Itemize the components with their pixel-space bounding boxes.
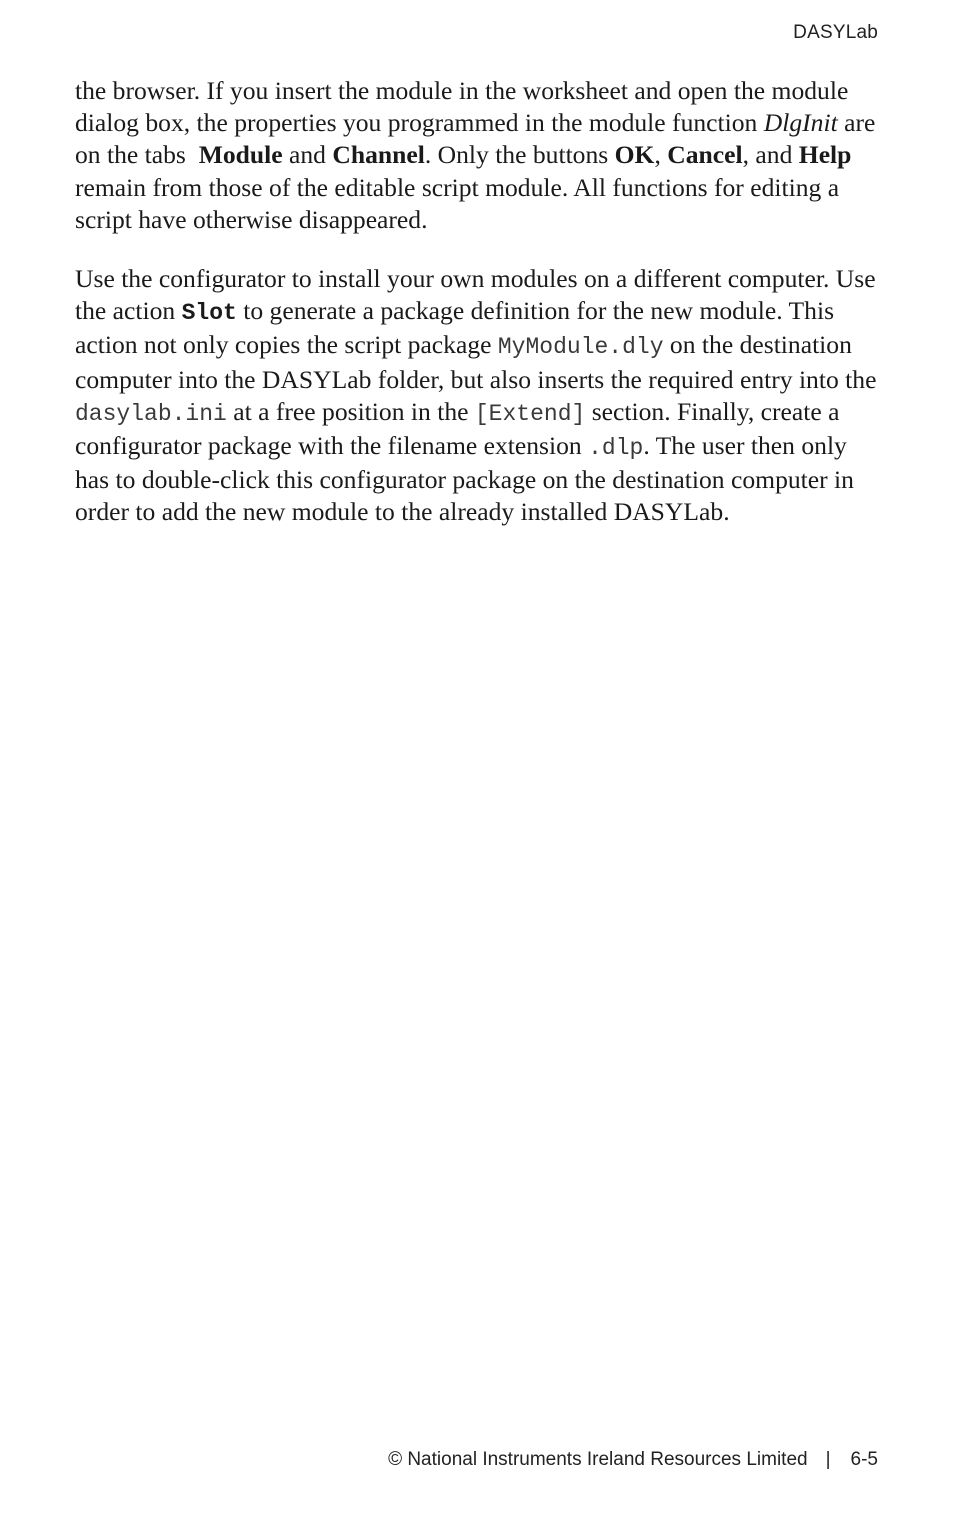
text-run: . The user then only has to double-click this configurator package on the destination computer in order to add the new module to the already installed DASYLab. <box>75 431 854 527</box>
ini-section-name: [Extend] <box>474 400 586 427</box>
text-run: are on the tabs <box>75 108 882 170</box>
text-run: . Only the buttons <box>424 140 615 170</box>
action-name: Slot <box>181 300 237 327</box>
file-name-package: MyModule.dly <box>497 334 664 361</box>
text-run: at a free position in the <box>226 396 475 426</box>
text-run: section. Finally, create a configurator package with the filename extension <box>75 396 840 461</box>
tab-name-channel: Channel <box>332 140 425 170</box>
text-run: the browser. If you insert the module in the worksheet and open the module dialog box, the properties you programmed in the module function <box>75 76 849 138</box>
page-body <box>75 75 883 556</box>
paragraph-module-dialog <box>75 75 883 236</box>
button-name-ok: OK <box>614 140 655 170</box>
text-run: , and <box>742 140 799 170</box>
text-run: Use the configurator to install your own modules on a different computer. Use the action <box>75 264 876 326</box>
text-run: to generate a package definition for the new module. This action not only copies the script package <box>75 296 835 360</box>
function-name: DlgInit <box>763 108 838 138</box>
text-run: , <box>654 140 668 170</box>
copyright-notice: © National Instruments Ireland Resources Limited <box>388 1449 808 1470</box>
page-footer <box>388 1449 878 1471</box>
running-header: DASYLab <box>793 22 878 43</box>
page-number: 6-5 <box>850 1449 878 1470</box>
footer-separator: | <box>825 1449 831 1470</box>
text-run: remain from those of the editable script module. All functions for editing a script have otherwise disappeared. <box>75 172 840 234</box>
text-run: on the destination computer into the DASYLab folder, but also inserts the required entry into the <box>75 330 877 394</box>
tab-name-module: Module <box>198 140 283 170</box>
text-run: and <box>282 140 333 170</box>
file-name-ini: dasylab.ini <box>75 400 227 427</box>
paragraph-configurator <box>75 263 883 529</box>
button-name-cancel: Cancel <box>667 140 743 170</box>
file-extension: .dlp <box>588 435 644 462</box>
button-name-help: Help <box>798 140 852 170</box>
